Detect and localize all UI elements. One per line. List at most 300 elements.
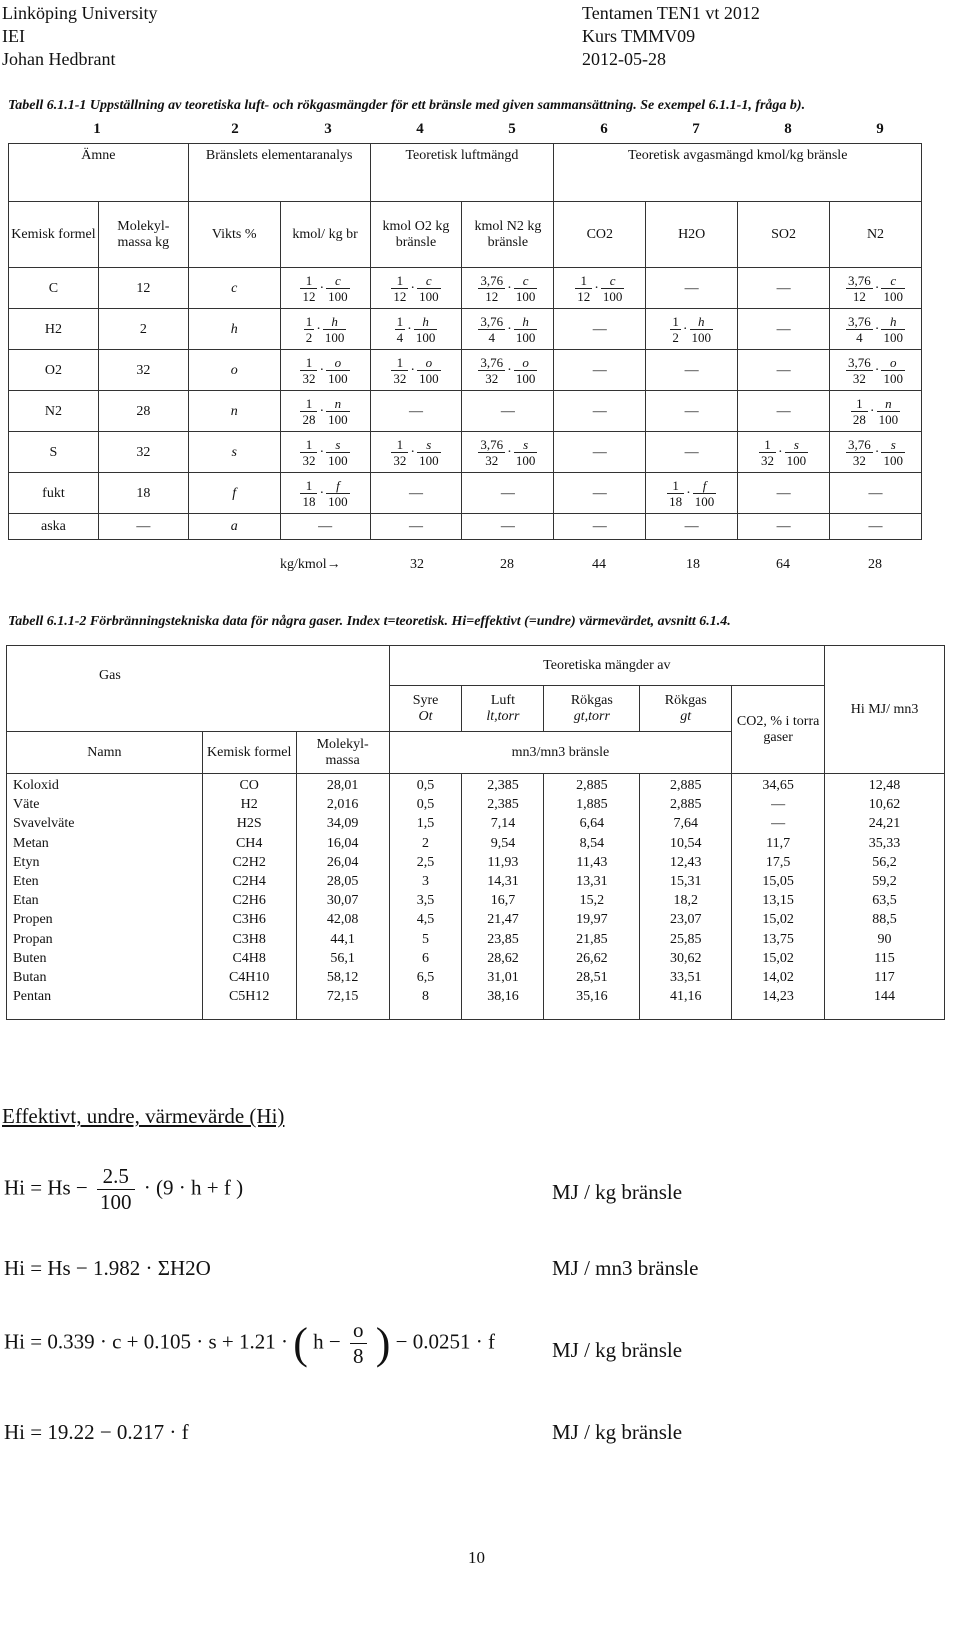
cell-formula: C: [9, 268, 99, 309]
fraction: [391, 437, 408, 468]
denominator: 100: [324, 329, 345, 345]
fraction: [851, 396, 868, 427]
fraction: [514, 273, 538, 304]
table2-cell: 28,05: [326, 874, 359, 890]
header-rokgas-symbol: gt: [680, 708, 692, 724]
table2-cell: 26,62: [576, 950, 608, 966]
denominator: 32: [485, 370, 499, 386]
col-massa: [296, 774, 389, 1020]
denominator: 100: [328, 493, 348, 509]
cell-h2o: —: [646, 350, 738, 391]
cell-o2: [370, 309, 462, 350]
formula-3-num: o: [350, 1318, 367, 1344]
denominator: 12: [852, 288, 866, 304]
cell-n2: [462, 350, 554, 391]
table2-cell: 30,07: [326, 893, 359, 909]
formula-2-unit: MJ / mn3 bränsle: [552, 1256, 699, 1280]
table2-cell: 2,885: [670, 778, 702, 793]
table2-cell: 2: [422, 835, 430, 851]
table2-cell: 28,01: [326, 778, 359, 793]
fraction: [478, 355, 505, 386]
table2-cell: Etan: [13, 893, 39, 909]
numerator: 1: [391, 273, 408, 289]
fraction: [300, 396, 317, 427]
table2-caption: Tabell 6.1.1-2 Förbränningstekniska data för några gaser. Index t=teoretisk. Hi=effektivt (=undre) värmevärdet, avsnitt 6.1.4.: [8, 614, 731, 629]
formula-1-lhs: Hi = Hs −: [4, 1175, 88, 1200]
denominator: 28: [852, 411, 866, 427]
numerator: c: [326, 273, 350, 289]
cell-so2: —: [738, 514, 830, 540]
col-syre: [389, 774, 462, 1020]
denominator: 100: [883, 370, 903, 386]
formula-4-unit: MJ / kg bränsle: [552, 1420, 683, 1444]
table2-cell: C3H8: [232, 931, 266, 947]
numerator: o: [326, 355, 350, 371]
table2-cell: 115: [874, 950, 895, 966]
fraction-product: $\frac{1}{4}$ · $\frac{h}{100}$: [396, 313, 436, 345]
table2-cell: 11,7: [766, 835, 791, 851]
numerator: s: [514, 437, 538, 453]
table2-cell: 56,2: [872, 854, 897, 870]
table2-cell: 59,2: [872, 874, 897, 890]
fraction: [326, 355, 350, 386]
table2-cell: H2: [240, 797, 258, 813]
numerator: 3,76: [848, 272, 871, 288]
cell-kmol: [280, 391, 370, 432]
header-right: [582, 2, 760, 71]
cell-so2: —: [738, 309, 830, 350]
formula-3-lhs: Hi = 0.339 · c + 0.105 · s + 1.21 ·: [4, 1329, 289, 1354]
header-elementaranalys: Bränslets elementaranalys: [188, 144, 370, 202]
table2-cell: CO: [239, 778, 259, 793]
cell-h2o: [646, 473, 738, 514]
col-hi: [825, 774, 945, 1020]
fraction-product: $\frac{1}{32}$ · $\frac{s}{100}$: [760, 436, 807, 468]
denominator: 32: [302, 452, 316, 468]
table2: [6, 645, 945, 1020]
fraction: [326, 396, 350, 427]
denominator: 100: [328, 452, 348, 468]
fraction: [391, 355, 408, 386]
table2-cell: 15,02: [762, 950, 794, 966]
table2-cell: 0,5: [416, 778, 435, 793]
cell-formula: fukt: [9, 473, 99, 514]
fraction-product: $\frac{3,76}{4}$ · $\frac{h}{100}$: [848, 313, 903, 345]
cell-n2: —: [462, 514, 554, 540]
table2-cell: C2H6: [232, 893, 266, 909]
denominator: 100: [419, 370, 439, 386]
fraction: [514, 314, 538, 345]
cell-n2-gas: [830, 391, 922, 432]
numerator: f: [326, 478, 350, 494]
table2-cell: 21,85: [576, 931, 608, 947]
header-vikts: Vikts %: [188, 202, 280, 268]
cell-formula: N2: [9, 391, 99, 432]
cell-o2: [370, 432, 462, 473]
table2-cell: 21,47: [487, 912, 519, 928]
table1-footer-label: kg/kmol→: [280, 557, 341, 572]
fraction-product: $\frac{1}{28}$ · $\frac{n}{100}$: [852, 395, 899, 427]
denominator: 100: [883, 329, 903, 345]
table2-cell: 117: [874, 970, 895, 986]
formula-3-unit: MJ / kg bränsle: [552, 1338, 683, 1362]
header-luft-symbol: lt,torr: [486, 708, 520, 724]
col-number: 3: [324, 121, 332, 137]
table2-cell: 11,43: [576, 854, 608, 870]
denominator: 12: [485, 288, 499, 304]
footer-value: 64: [776, 557, 790, 572]
fraction: [881, 273, 905, 304]
table2-cell: Etyn: [13, 854, 40, 870]
fraction-product: $\frac{1}{2}$ · $\frac{h}{100}$: [672, 313, 712, 345]
footer-value: 44: [592, 557, 606, 572]
table1-column-numbers: [0, 121, 960, 139]
table1-row: [9, 432, 922, 473]
numerator: h: [514, 314, 538, 330]
fraction-product: $\frac{3,76}{32}$ · $\frac{s}{100}$: [480, 436, 536, 468]
denominator: 4: [396, 329, 404, 345]
table2-cell: H2S: [236, 816, 262, 832]
fraction: [417, 355, 441, 386]
numerator: 3,76: [848, 313, 871, 329]
col-number: 7: [692, 121, 700, 137]
fraction: [326, 437, 350, 468]
header-rokgas-torr: Rökgas: [570, 692, 613, 708]
table2-cell: —: [771, 797, 786, 813]
cell-co2: —: [554, 432, 646, 473]
table2-cell: Koloxid: [13, 778, 59, 793]
table2-cell: 2,5: [416, 854, 435, 870]
fraction: [667, 478, 684, 509]
table2-cell: 8: [422, 989, 430, 1005]
table2-cell: C3H6: [232, 912, 266, 928]
col-number: 4: [416, 121, 424, 137]
table2-cell: 3: [422, 874, 430, 890]
fraction-product: $\frac{3,76}{12}$ · $\frac{c}{100}$: [480, 272, 536, 304]
table2-cell: 31,01: [487, 970, 519, 986]
fraction: [575, 273, 592, 304]
table2-cell: 12,48: [868, 778, 901, 793]
table2-cell: 24,21: [868, 816, 901, 832]
fraction: [300, 478, 317, 509]
header-left: [2, 2, 158, 71]
footer-value: 28: [868, 557, 882, 572]
denominator: 12: [577, 288, 591, 304]
denominator: 32: [393, 370, 407, 386]
cell-h2o: —: [646, 268, 738, 309]
cell-co2: —: [554, 391, 646, 432]
table1-footer-values: [0, 557, 960, 575]
cell-n2-gas: —: [830, 473, 922, 514]
numerator: n: [877, 396, 901, 412]
table2-cell: 16,04: [326, 835, 359, 851]
col-co2: [732, 774, 825, 1020]
header-luft: Luft: [490, 692, 515, 708]
table1-row: [9, 350, 922, 391]
denominator: 100: [515, 329, 536, 345]
cell-kmol: [280, 432, 370, 473]
numerator: 1: [575, 273, 592, 289]
fraction-product: $\frac{3,76}{32}$ · $\frac{s}{100}$: [848, 436, 903, 468]
table2-cell: CH4: [235, 835, 263, 851]
fraction: [478, 437, 505, 468]
fraction: [326, 273, 350, 304]
denominator: 100: [515, 288, 536, 304]
header-hi-text: Hi MJ/ mn3: [850, 701, 919, 717]
denominator: 32: [302, 370, 316, 386]
numerator: c: [881, 273, 905, 289]
table2-cell: 14,23: [762, 989, 794, 1005]
table2-cell: 63,5: [872, 893, 897, 909]
fraction-product: $\frac{3,76}{12}$ · $\frac{c}{100}$: [848, 272, 903, 304]
table2-cell: 15,02: [762, 912, 794, 928]
numerator: c: [417, 273, 441, 289]
denominator: 100: [786, 452, 807, 468]
table2-cell: 33,51: [670, 970, 702, 986]
numerator: h: [690, 314, 714, 330]
table2-cell: 1,885: [576, 797, 608, 813]
numerator: h: [414, 314, 438, 330]
cell-mass: —: [98, 514, 188, 540]
fraction: [478, 273, 505, 304]
header-author: Johan Hedbrant: [2, 49, 116, 69]
denominator: 100: [419, 452, 439, 468]
numerator: h: [881, 314, 905, 330]
header-luftmangd: Teoretisk luftmängd: [370, 144, 554, 202]
fraction: [300, 273, 317, 304]
cell-n2: —: [462, 473, 554, 514]
cell-kmol: —: [280, 514, 370, 540]
numerator: 1: [851, 396, 868, 412]
table2-cell: 2,885: [576, 778, 608, 793]
fraction: [514, 437, 538, 468]
fraction-product: $\frac{1}{32}$ · $\frac{o}{100}$: [302, 354, 348, 386]
fraction: [881, 355, 905, 386]
denominator: 28: [302, 411, 316, 427]
cell-h2o: —: [646, 391, 738, 432]
table2-cell: 7,64: [673, 816, 698, 832]
formula-3: Hi = 0.339 · c + 0.105 · s + 1.21 · ( h − $\frac{o}{8}$ ) − 0.0251 · f: [4, 1318, 496, 1368]
cell-so2: —: [738, 350, 830, 391]
header-syre-symbol: Ot: [418, 708, 433, 724]
numerator: 1: [300, 273, 317, 289]
cell-n2-gas: [830, 350, 922, 391]
footer-value: 28: [500, 557, 514, 572]
col-namn: [7, 774, 203, 1020]
table2-cell: 88,5: [872, 912, 897, 928]
col-luft: [462, 774, 544, 1020]
header-so2: SO2: [738, 202, 830, 268]
denominator: 12: [302, 288, 316, 304]
numerator: 3,76: [480, 354, 504, 370]
table2-cell: 2,385: [487, 797, 519, 813]
numerator: 1: [300, 355, 317, 371]
table2-cell: Metan: [13, 835, 49, 851]
fraction-product: $\frac{1}{2}$ · $\frac{h}{100}$: [305, 313, 345, 345]
cell-mass: 32: [98, 350, 188, 391]
cell-co2: —: [554, 473, 646, 514]
header-kmol-n2: kmol N2 kg bränsle: [462, 202, 554, 268]
table2-cell: 30,62: [670, 950, 702, 966]
fraction: [514, 355, 538, 386]
header-gas: Gas: [99, 668, 121, 683]
table2-cell: 14,02: [762, 970, 794, 986]
table2-cell: Butan: [13, 970, 47, 986]
numerator: 1: [391, 355, 408, 371]
table2-cell: 6,5: [416, 970, 435, 986]
cell-formula: S: [9, 432, 99, 473]
table2-cell: 9,54: [490, 835, 516, 851]
cell-n2-gas: [830, 432, 922, 473]
table2-cell: 13,31: [576, 874, 608, 890]
numerator: 3,76: [480, 272, 504, 288]
denominator: 4: [488, 329, 496, 345]
cell-o2: —: [370, 473, 462, 514]
denominator: 32: [393, 452, 407, 468]
table2-cell: 90: [877, 931, 892, 947]
formula-1-rhs: · (9 · h + f ): [143, 1175, 244, 1200]
header-exam: Tentamen TEN1 vt 2012: [582, 3, 760, 23]
table2-cell: 34,09: [326, 816, 359, 832]
table2-cell: 58,12: [326, 970, 359, 986]
header-rokgas-torr-symbol: gt,torr: [573, 708, 610, 724]
numerator: 1: [300, 396, 317, 412]
table2-cell: 2,885: [670, 797, 702, 813]
cell-mass: 28: [98, 391, 188, 432]
col-number: 9: [876, 121, 884, 137]
cell-kmol: [280, 473, 370, 514]
cell-n2: [462, 268, 554, 309]
fraction-product: $\frac{1}{12}$ · $\frac{c}{100}$: [302, 272, 348, 304]
denominator: 100: [328, 370, 348, 386]
col-number: 5: [508, 121, 516, 137]
numerator: 1: [396, 313, 404, 329]
table2-cell: 6,64: [579, 816, 605, 832]
table2-cell: 15,05: [762, 874, 794, 890]
cell-n2: [462, 309, 554, 350]
cell-mass: 2: [98, 309, 188, 350]
header-rokgas: Rökgas: [664, 692, 707, 708]
table2-cell: 8,54: [579, 835, 605, 851]
numerator: h: [323, 314, 347, 330]
cell-weight-symbol: n: [188, 391, 280, 432]
denominator: 18: [302, 493, 316, 509]
header-gas-group: [7, 646, 390, 732]
col-number: 8: [784, 121, 792, 137]
table2-cell: Propan: [13, 931, 53, 947]
col-rokgas: [640, 774, 732, 1020]
header-kmol: kmol/ kg br: [280, 202, 370, 268]
table2-cell: 72,15: [326, 989, 359, 1005]
cell-mass: 18: [98, 473, 188, 514]
fraction-product: $\frac{3,76}{4}$ · $\frac{h}{100}$: [480, 313, 536, 345]
table1-row: [9, 391, 922, 432]
fraction: [417, 273, 441, 304]
fraction: [846, 355, 873, 386]
denominator: 100: [419, 288, 439, 304]
denominator: 100: [415, 329, 436, 345]
formula-3-tail: − 0.0251 · f: [395, 1329, 496, 1354]
formula-section-title: Effektivt, undre, värmevärde (Hi): [2, 1104, 285, 1128]
table2-cell: Eten: [13, 874, 39, 890]
cell-o2: —: [370, 514, 462, 540]
table2-cell: C5H12: [228, 989, 270, 1005]
cell-kmol: [280, 309, 370, 350]
fraction: [693, 478, 717, 509]
cell-o2: [370, 350, 462, 391]
table2-cell: 28,62: [487, 950, 519, 966]
header-co2: CO2, % i torra gaser: [732, 686, 825, 774]
fraction: [846, 437, 873, 468]
header-date: 2012-05-28: [582, 49, 666, 69]
table2-cell: 34,65: [762, 778, 794, 793]
table2-cell: 35,33: [868, 835, 901, 851]
cell-n2-gas: [830, 268, 922, 309]
table2-cell: Buten: [13, 950, 47, 966]
numerator: o: [417, 355, 441, 371]
fraction: [414, 314, 438, 345]
numerator: 1: [759, 437, 776, 453]
table2-cell: 1,5: [416, 816, 435, 832]
table2-cell: 13,75: [762, 931, 794, 947]
numerator: s: [881, 437, 905, 453]
fraction: [759, 437, 776, 468]
numerator: 1: [305, 313, 313, 329]
table2-cell: 13,15: [762, 893, 794, 909]
denominator: 100: [691, 329, 712, 345]
table2-cell: 35,16: [576, 989, 608, 1005]
cell-formula: aska: [9, 514, 99, 540]
denominator: 100: [328, 288, 348, 304]
numerator: o: [514, 355, 538, 371]
table2-cell: 18,2: [673, 893, 698, 909]
numerator: f: [693, 478, 717, 494]
fraction: [846, 314, 873, 345]
footer-value: 32: [410, 557, 424, 572]
table2-cell: 28,51: [576, 970, 608, 986]
denominator: 100: [515, 452, 536, 468]
denominator: 4: [856, 329, 863, 345]
fraction-product: $\frac{1}{28}$ · $\frac{n}{100}$: [302, 395, 348, 427]
cell-n2-gas: [830, 309, 922, 350]
cell-co2: —: [554, 309, 646, 350]
cell-so2: —: [738, 391, 830, 432]
table2-cell: Väte: [13, 797, 40, 813]
cell-kmol: [280, 268, 370, 309]
header-kmol-o2: kmol O2 kg bränsle: [370, 202, 462, 268]
table2-cell: 44,1: [330, 931, 355, 947]
denominator: 100: [328, 411, 348, 427]
cell-mass: 12: [98, 268, 188, 309]
fraction: [881, 437, 905, 468]
col-rokgas-torr: [544, 774, 640, 1020]
header-h2o: H2O: [646, 202, 738, 268]
numerator: c: [514, 273, 538, 289]
header-unit: mn3/mn3 bränsle: [389, 732, 732, 774]
table2-cell: 2,385: [487, 778, 519, 793]
cell-weight-symbol: f: [188, 473, 280, 514]
table2-cell: 23,07: [670, 912, 702, 928]
denominator: 32: [852, 370, 866, 386]
table2-cell: Svavelväte: [13, 816, 75, 832]
table1-row: [9, 473, 922, 514]
cell-o2: —: [370, 391, 462, 432]
fraction-product: $\frac{3,76}{32}$ · $\frac{o}{100}$: [480, 354, 536, 386]
table2-cell: 0,5: [416, 797, 435, 813]
formula-3-fraction: [350, 1318, 367, 1369]
denominator: 2: [305, 329, 313, 345]
page-number: 10: [468, 1548, 485, 1567]
